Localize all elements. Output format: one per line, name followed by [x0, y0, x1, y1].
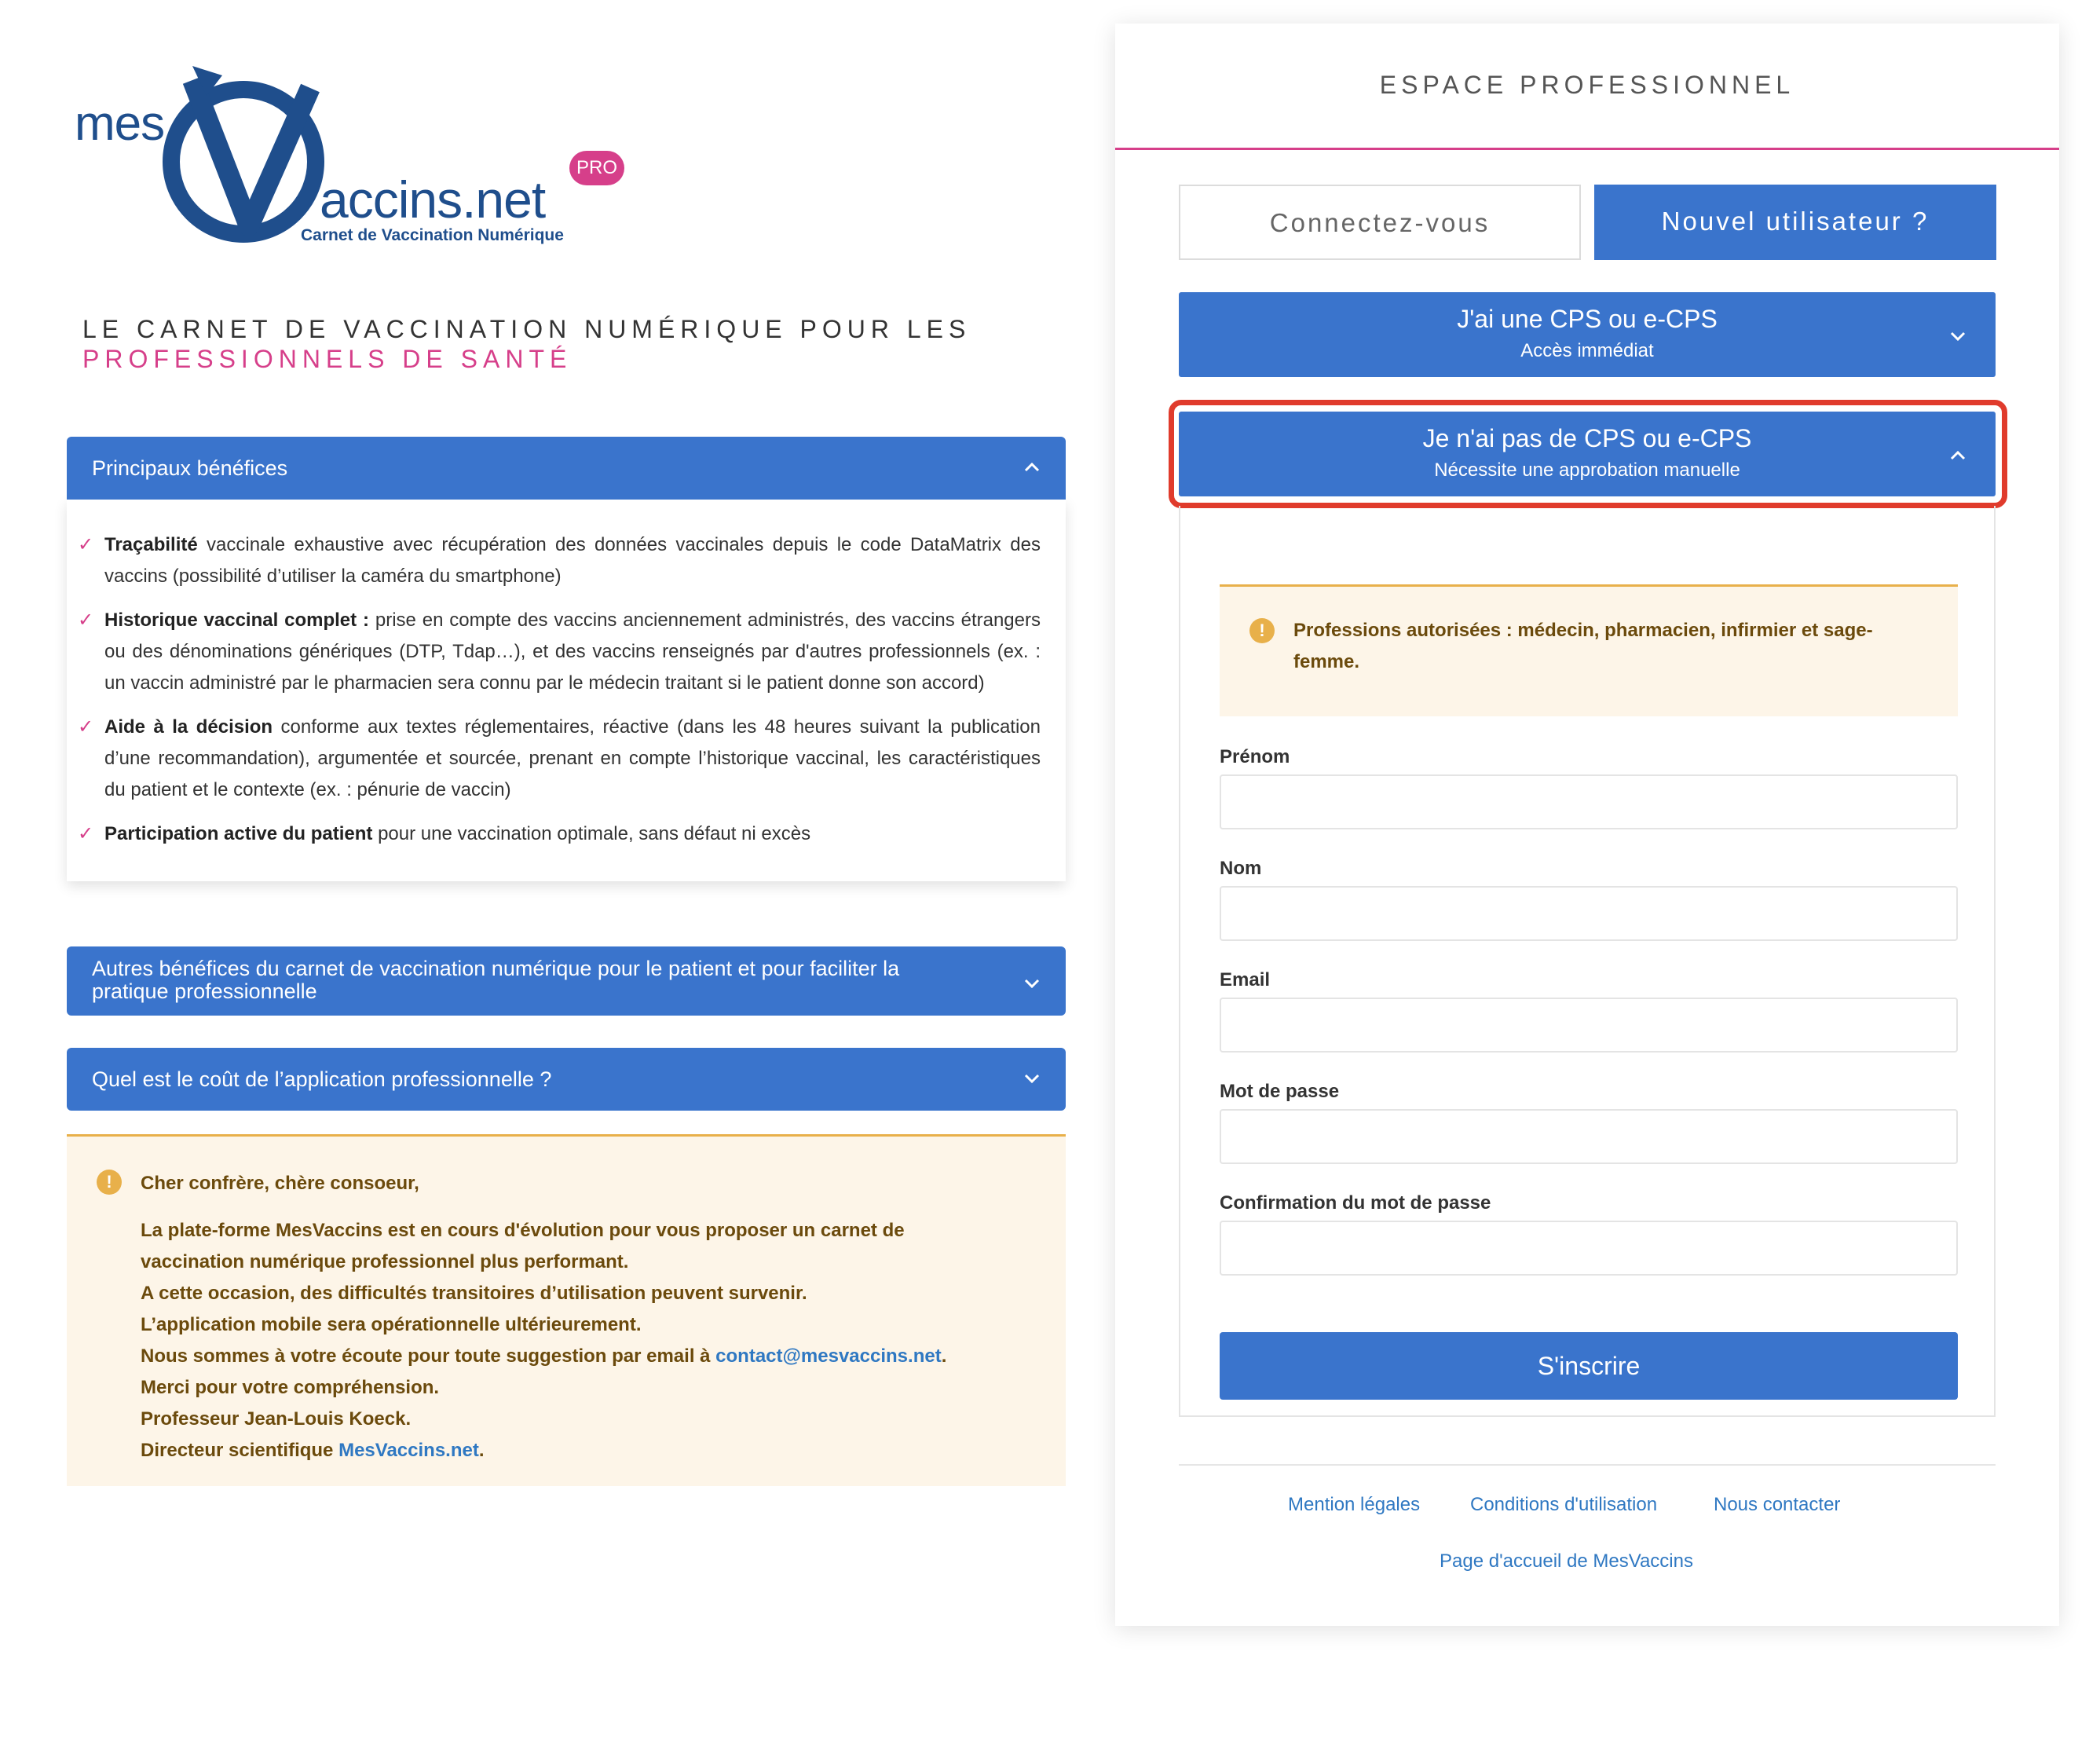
check-icon: ✓ — [78, 610, 94, 631]
hero-line-1: LE CARNET DE VACCINATION NUMÉRIQUE POUR LES — [82, 315, 971, 343]
cost-panel-title: Quel est le coût de l’application professionnelle ? — [92, 1067, 552, 1091]
benefits-panel-title: Principaux bénéfices — [92, 456, 288, 480]
notice-alert — [67, 1134, 1066, 1486]
prenom-label: Prénom — [1220, 746, 1290, 767]
terms-link[interactable]: Conditions d'utilisation — [1470, 1494, 1658, 1515]
hero-line-2: PROFESSIONNELS DE SANTÉ — [82, 345, 573, 373]
warning-icon: ! — [97, 1170, 122, 1195]
confirm-password-label: Confirmation du mot de passe — [1220, 1192, 1491, 1214]
notice-text: Cher confrère, chère consoeur, La plate-forme MesVaccins est en cours d'évolution pour vous proposer un carnet de vaccination numérique professionnel plus performant. A cette occasion, des difficultés transitoires d’utilisation peuvent survenir. L’application mobile sera opérationnelle ultérieurement. Nous sommes à votre écoute pour toute suggestion par email à contact@mesvaccins.net. Merci pour votre compréhension. Professeur Jean-Louis Koeck. Directeur scientifique MesVaccins.net. — [141, 1173, 947, 1461]
no-cps-accordion-title: Je n'ai pas de CPS ou e-CPS — [1422, 424, 1752, 452]
benefit-item: ✓ Participation active du patient pour une vaccination optimale, sans défaut ni excès — [78, 818, 1041, 850]
nom-label: Nom — [1220, 858, 1262, 879]
chevron-down-icon — [1948, 327, 1967, 346]
cps-accordion-title: J'ai une CPS ou e-CPS — [1457, 305, 1718, 333]
tab-new-user[interactable]: Nouvel utilisateur ? — [1594, 185, 1996, 260]
signup-button[interactable]: S'inscrire — [1220, 1332, 1958, 1400]
cps-accordion[interactable] — [1179, 292, 1996, 377]
check-icon: ✓ — [78, 716, 94, 738]
professions-alert — [1220, 584, 1958, 716]
contact-link[interactable]: Nous contacter — [1714, 1494, 1841, 1515]
tab-login[interactable]: Connectez-vous — [1179, 185, 1581, 260]
chevron-down-icon — [1023, 975, 1041, 992]
nom-input[interactable] — [1220, 886, 1958, 941]
pro-space-card — [1115, 24, 2059, 1626]
email-label: Email — [1220, 969, 1271, 990]
check-icon: ✓ — [78, 534, 94, 555]
other-benefits-panel[interactable] — [67, 946, 1066, 1016]
hero-title — [82, 314, 971, 374]
confirm-password-input[interactable] — [1220, 1221, 1958, 1276]
benefit-item: ✓ Traçabilité vaccinale exhaustive avec récupération des données vaccinales depuis le code DataMatrix des vaccins (possibilité d’utiliser la caméra du smartphone) — [78, 529, 1041, 592]
cost-panel[interactable] — [67, 1048, 1066, 1111]
logo-mes: mes — [75, 97, 165, 151]
signup-form — [1179, 506, 1996, 1417]
benefit-item: ✓ Historique vaccinal complet : prise en compte des vaccins anciennement administrés, des vaccins étrangers ou des dénominations génériques (DTP, Tdap…), et des vaccins renseignés par d'autres professionnels (ex. : un vaccin administré par le pharmacien sera connu par le médecin traitant si le patient donne son accord) — [78, 605, 1041, 699]
home-link[interactable]: Page d'accueil de MesVaccins — [1440, 1550, 1693, 1572]
warning-icon: ! — [1249, 618, 1275, 643]
benefits-panel-body — [67, 500, 1066, 881]
other-benefits-header[interactable] — [67, 946, 1066, 1016]
other-benefits-title: Autres bénéfices du carnet de vaccination numérique pour le patient et pour faciliter la pratique professionnelle — [92, 957, 900, 1003]
benefit-item: ✓ Aide à la décision conforme aux textes réglementaires, réactive (dans les 48 heures suivant la publication d’une recommandation), argumentée et sourcée, prenant en compte l’historique vaccinal, les caractéristiques du patient et le contexte (ex. : pénurie de vaccin) — [78, 712, 1041, 806]
cps-accordion-subtitle: Accès immédiat — [1520, 340, 1654, 361]
highlight-box — [1169, 400, 2007, 508]
no-cps-accordion-subtitle: Nécessite une approbation manuelle — [1434, 459, 1740, 481]
benefits-panel — [67, 437, 1066, 881]
logo-tagline: Carnet de Vaccination Numérique — [301, 226, 564, 244]
mesvaccins-logo[interactable] — [75, 64, 640, 253]
footer-divider — [1179, 1464, 1996, 1466]
card-divider — [1115, 148, 2059, 150]
contact-email-link[interactable]: contact@mesvaccins.net — [715, 1345, 942, 1367]
card-title: ESPACE PROFESSIONNEL — [1379, 71, 1795, 99]
logo-accins: accins.net — [320, 170, 546, 229]
pro-badge: PRO — [569, 151, 624, 185]
password-label: Mot de passe — [1220, 1081, 1340, 1102]
chevron-up-icon — [1023, 459, 1041, 476]
professions-alert-text: Professions autorisées : médecin, pharmacien, infirmier et sage-femme. — [1293, 620, 1873, 672]
logo-v-icon — [161, 64, 334, 247]
legal-link[interactable]: Mention légales — [1288, 1494, 1421, 1515]
mesvaccins-link[interactable]: MesVaccins.net — [338, 1440, 479, 1461]
password-input[interactable] — [1220, 1109, 1958, 1164]
prenom-input[interactable] — [1220, 774, 1958, 829]
check-icon: ✓ — [78, 823, 94, 844]
chevron-down-icon — [1023, 1070, 1041, 1087]
email-input[interactable] — [1220, 998, 1958, 1053]
cost-panel-header[interactable] — [67, 1048, 1066, 1111]
benefits-panel-header[interactable] — [67, 437, 1066, 500]
